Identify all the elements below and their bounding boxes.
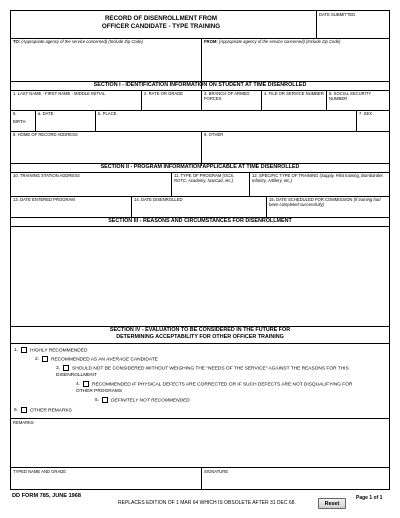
commission-date-label: 15. DATE SCHEDULED FOR COMMISSION: [269, 197, 353, 202]
remarks-label: REMARKS: [13, 420, 34, 425]
typed-name-field[interactable]: [11, 468, 201, 489]
signature-label: SIGNATURE: [204, 469, 229, 474]
option-2-checkbox[interactable]: [42, 356, 48, 362]
ssn-label: 5. SOCIAL SECURITY NUMBER: [329, 91, 372, 102]
option-4-text-post: PHYSICAL DEFECTS ARE CORRECTED OR IF SUCH DEFECTS ARE NOT DISQUALIFYING FOR OTHER PROGRAMS: [76, 382, 353, 394]
birth-date-label: a. DATE: [38, 111, 54, 116]
option-6: [14, 407, 72, 415]
typed-name-label: TYPED NAME AND GRADE: [13, 469, 67, 474]
from-hint: (Appropriate agency of the service concerned) (Include Zip Code): [218, 39, 341, 44]
option-1: [14, 347, 87, 355]
sex-label: 7. SEX: [359, 111, 373, 116]
date-entered-field[interactable]: [11, 196, 131, 217]
last-name-label: 1. LAST NAME - FIRST NAME - MIDDLE INITIAL: [13, 91, 106, 96]
program-type-hint: (OCS, ROTC, Academy, NavCad, etc.): [174, 173, 235, 184]
rate-grade-label: 2. RATE OR GRADE: [144, 91, 184, 96]
signature-field[interactable]: [201, 468, 389, 489]
rate-grade-field[interactable]: [141, 90, 201, 110]
other-field[interactable]: [201, 131, 389, 166]
option-5-text: DEFINITELY NOT RECOMMENDED: [111, 398, 190, 404]
form-title-line2: OFFICER CANDIDATE - TYPE TRAINING: [101, 23, 221, 31]
birth-num: 6.: [13, 111, 17, 116]
branch-field[interactable]: [201, 90, 261, 110]
date-disenrolled-field[interactable]: [131, 196, 266, 217]
other-label: 9. OTHER: [204, 132, 224, 137]
sex-field[interactable]: [356, 110, 389, 131]
birth-place-label: b. PLACE: [98, 111, 117, 116]
commission-date-hint: (If training had been completed successfully): [269, 197, 381, 208]
date-submitted-label: DATE SUBMITTED: [319, 12, 356, 17]
option-4: [76, 381, 358, 395]
commission-date-field[interactable]: [266, 196, 389, 217]
disenrollment-form: [10, 10, 390, 490]
option-5-checkbox[interactable]: [102, 397, 108, 403]
option-3-checkbox[interactable]: [63, 365, 69, 371]
training-type-label: 12. SPECIFIC TYPE OF TRAINING: [252, 173, 319, 178]
section2-heading: SECTION II - PROGRAM INFORMATION APPLICABLE AT TIME DISENROLLED: [100, 164, 300, 170]
program-type-field[interactable]: [171, 172, 249, 196]
form-title-line1: RECORD OF DISENROLLMENT FROM: [104, 15, 218, 22]
option-3: [56, 365, 374, 379]
training-type-hint: (Supply, Pilot training, Bombardier, Infantry, Artillery, etc.): [252, 173, 384, 184]
option-5: [95, 397, 190, 405]
birth-date-field[interactable]: [35, 110, 95, 131]
section4-heading-line1: SECTION IV - EVALUATION TO BE CONSIDERED IN THE FUTURE FOR: [109, 327, 291, 333]
service-number-label: 4. FILE OR SERVICE NUMBER: [264, 91, 324, 96]
option-4-text-em: IF: [132, 382, 137, 388]
reset-button[interactable]: Reset: [318, 498, 346, 509]
page-indicator: Page 1 of 1: [356, 495, 383, 501]
option-2-text-pre: RECOMMENDED AS AN: [51, 357, 107, 363]
home-address-field[interactable]: [11, 131, 201, 166]
last-name-field[interactable]: [11, 90, 141, 110]
option-5-num: 5.: [95, 398, 100, 404]
option-2-text-post: CANDIDATE: [129, 357, 158, 363]
option-6-checkbox[interactable]: [21, 407, 27, 413]
section4-heading: [11, 327, 389, 341]
birth-label-cell: [11, 110, 35, 131]
option-3-num: 3.: [56, 366, 61, 372]
ssn-field[interactable]: [326, 90, 389, 110]
training-station-field[interactable]: [11, 172, 171, 196]
program-type-label: 11. TYPE OF PROGRAM: [174, 173, 222, 178]
branch-label: 3. BRANCH OF ARMED FORCES: [204, 91, 250, 102]
training-station-label: 10. TRAINING STATION ADDRESS: [13, 173, 80, 178]
option-6-num: 6.: [14, 408, 19, 414]
section1-heading: SECTION I - IDENTIFICATION INFORMATION ON STUDENT AT TIME DISENROLLED: [93, 82, 307, 88]
option-1-text: HIGHLY RECOMMENDED: [30, 348, 88, 354]
option-6-text: OTHER REMARKS: [30, 408, 72, 414]
remarks-field[interactable]: [11, 419, 389, 467]
to-label: TO:: [13, 39, 21, 44]
option-2-num: 2.: [35, 357, 40, 363]
birth-label: BIRTH: [13, 119, 26, 125]
form-title: [11, 15, 311, 31]
training-type-field[interactable]: [249, 172, 389, 196]
date-submitted-field[interactable]: [316, 11, 389, 38]
option-2: [35, 356, 158, 364]
option-3-text: SHOULD NOT BE CONSIDERED WITHOUT WEIGHING THE "NEEDS OF THE SERVICE" AGAINST THE REASONS FOR THIS DISENROLLMENT: [56, 366, 349, 378]
option-2-text-em: AVERAGE: [106, 357, 130, 363]
section3-heading: SECTION III - REASONS AND CIRCUMSTANCES FOR DISENROLLMENT: [108, 218, 292, 224]
option-1-num: 1.: [14, 348, 19, 354]
section4-heading-line2: DETERMINING ACCEPTABILITY FOR OTHER OFFICER TRAINING: [116, 334, 284, 341]
date-disenrolled-label: 14. DATE DISENROLLED: [134, 197, 183, 202]
date-entered-label: 13. DATE ENTERED PROGRAM: [13, 197, 75, 202]
to-hint: (Appropriate agency of the service concerned) (Include Zip Code): [21, 39, 143, 44]
option-4-checkbox[interactable]: [83, 381, 89, 387]
form-id: DD FORM 785, JUNE 1968: [12, 493, 82, 499]
from-label: FROM:: [204, 39, 218, 44]
replaces-notice: REPLACES EDITION OF 1 MAR 64 WHICH IS OBSOLETE AFTER 31 DEC 68.: [118, 500, 296, 506]
option-4-num: 4.: [76, 382, 81, 388]
reasons-field[interactable]: [11, 227, 389, 325]
home-address-label: 8. HOME OF RECORD ADDRESS: [13, 132, 78, 137]
service-number-field[interactable]: [261, 90, 326, 110]
option-1-checkbox[interactable]: [21, 347, 27, 353]
option-4-text-pre: RECOMMENDED: [92, 382, 132, 388]
birth-place-field[interactable]: [95, 110, 356, 131]
